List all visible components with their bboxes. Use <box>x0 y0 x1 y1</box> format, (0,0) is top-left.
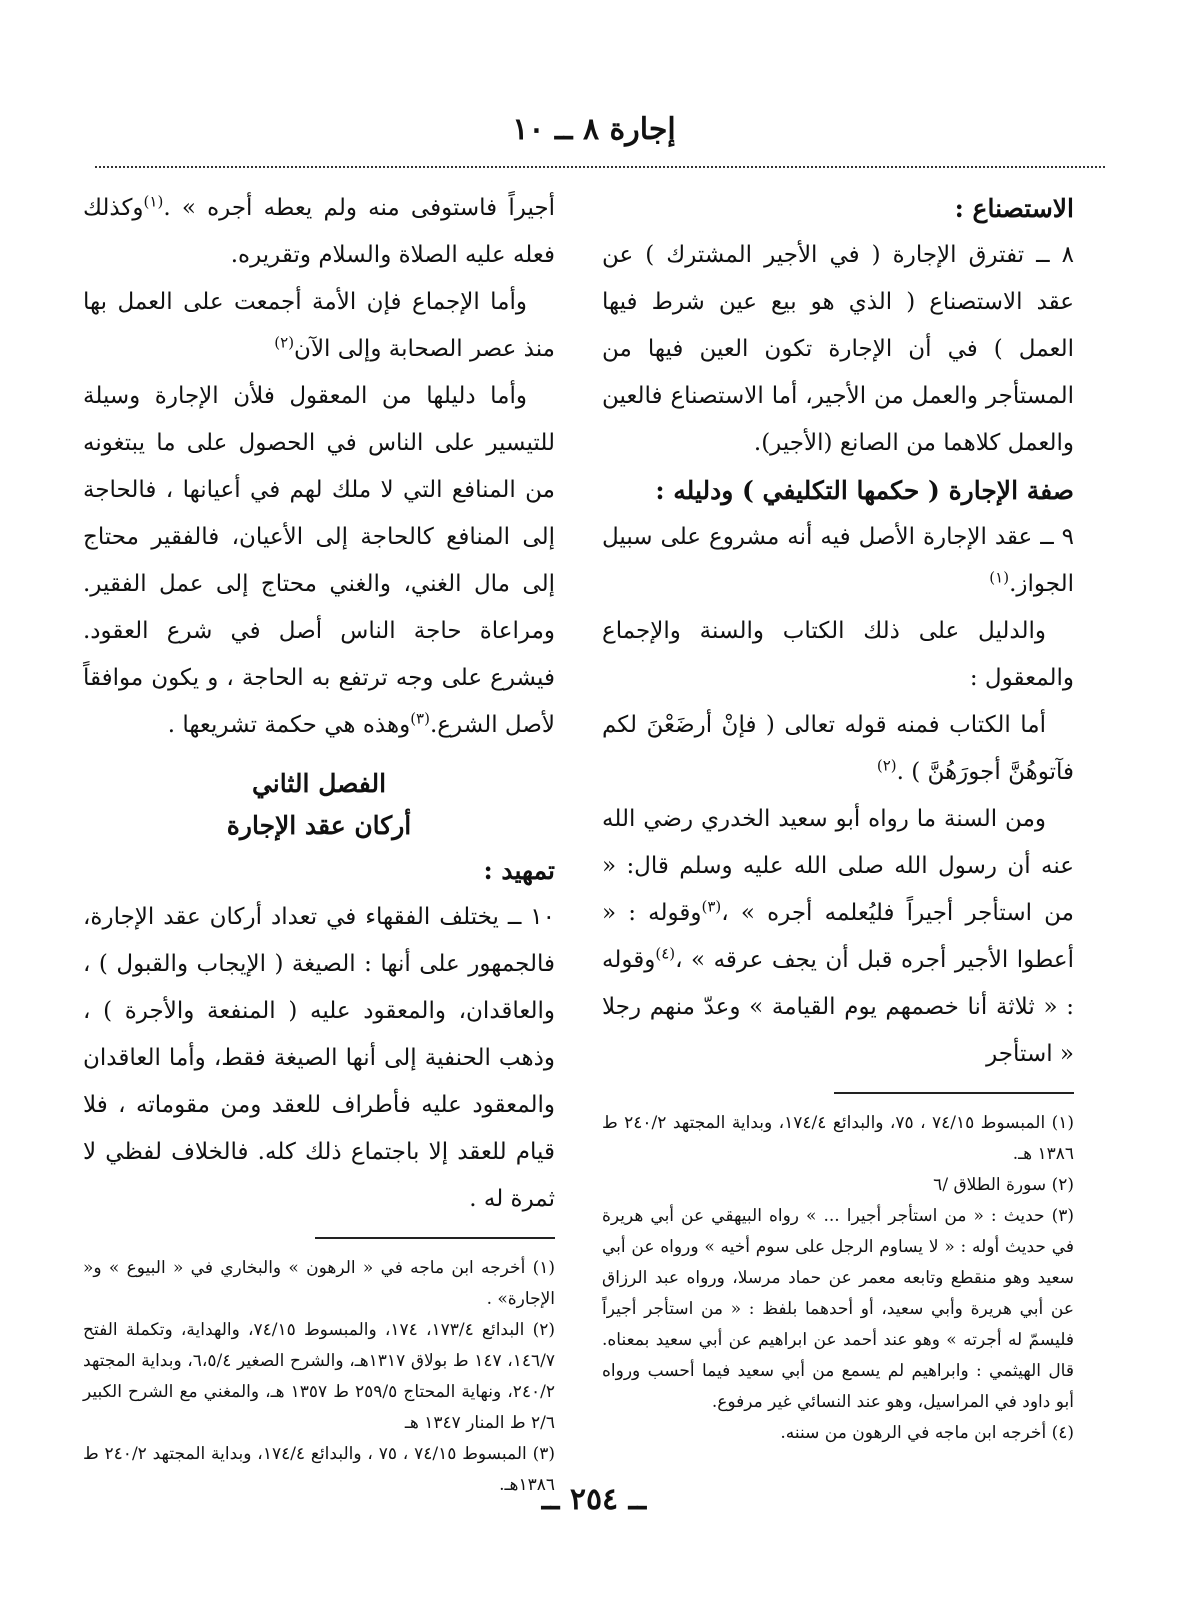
heading-ruling: صفة الإجارة ( حكمها التكليفي ) ودليله : <box>655 476 1074 505</box>
right-column <box>602 185 1074 1449</box>
footnote: (٣) المبسوط ٧٤/١٥ ، ٧٥ ، والبدائع ١٧٤/٤، وبداية المجتهد ٢٤٠/٢ ط ١٣٨٦هـ. <box>83 1444 555 1495</box>
paragraph-9: ٩ ــ عقد الإجارة الأصل فيه أنه مشروع على سبيل الجواز.$^{(١)}$ <box>602 524 1074 597</box>
footnote: (٣) حديث : « من استأجر أجيرا ... » رواه البيهقي عن أبي هريرة في حديث أوله : « لا يساوم الرجل على سوم أخيه » ورواه عن أبي سعيد وهو منقطع وتابعه معمر عن حماد مرسلا، ورواه عبد الرزاق عن أبي هريرة وأبي سعيد، أو أحدهما بلفظ : « من استأجر أجيراً فليسمّ له أجرته » وهو عند أحمد عن ابراهيم عن أبي سعيد بمعناه. قال الهيثمي : وابراهيم لم يسمع من أبي سعيد فيما أحسب ورواه أبو داود في المراسيل، وهو عند النسائي غير مرفوع. <box>602 1206 1074 1412</box>
heading-intro: تمهيد : <box>483 856 555 885</box>
footnote: (٢) البدائع ١٧٣/٤، ١٧٤، والمبسوط ٧٤/١٥، والهداية، وتكملة الفتح ١٤٦/٧، ١٤٧ ط بولاق ١٣١٧هـ، والشرح الصغير ٦،٥/٤، وبداية المجتهد ٢٤٠/٢، ونهاية المحتاج ٢٥٩/٥ ط ١٣٥٧ هـ، والمغني مع الشرح الكبير ٢/٦ ط المنار ١٣٤٧ هـ <box>83 1320 556 1433</box>
footnote-ref: (٢) <box>274 333 295 352</box>
footnote-ref: (١) <box>989 568 1010 587</box>
footnote-separator <box>834 1092 1074 1094</box>
paragraph-quran: أما الكتاب فمنه قوله تعالى ( فإنْ أرضَعْنَ لكم فآتوهُنَّ أجورَهُنَّ ) .$^{(٢)}$ <box>602 712 1074 785</box>
paragraph-10: ١٠ ــ يختلف الفقهاء في تعداد أركان عقد الإجارة، فالجمهور على أنها : الصيغة ( الإيجاب والقبول ) ، والعاقدان، والمعقود عليه ( المنفعة والأجرة ) ، وذهب الحنفية إلى أنها الصيغة فقط، وأما العاقدان والمعقود عليه فأطراف للعقد ومن مقوماته ، فلا قيام للعقد إلا باجتماع ذلك كله. فالخلاف لفظي لا ثمرة له . <box>83 904 555 1212</box>
footnote-ref: (١) <box>143 192 164 211</box>
paragraph-8: ٨ ــ تفترق الإجارة ( في الأجير المشترك ) عن عقد الاستصناع ( الذي هو بيع عين شرط فيها العمل ) في أن الإجارة تكون العين فيها من المستأجر والعمل من الأجير، أما الاستصناع فالعين والعمل كلاهما من الصانع (الأجير). <box>602 242 1074 456</box>
page-number: ــ ٢٥٤ ــ <box>541 1482 647 1517</box>
footnote-ref: (٤) <box>655 944 676 963</box>
paragraph-continuation: أجيراً فاستوفى منه ولم يعطه أجره » .$^{(١)}$وكذلك فعله عليه الصلاة والسلام وتقريره. <box>83 192 555 268</box>
footnote: (١) أخرجه ابن ماجه في « الرهون » والبخاري في « البيوع » و« الإجارة» . <box>83 1258 555 1309</box>
page-header: إجارة ٨ ــ ١٠ <box>512 112 676 147</box>
paragraph-evidence: والدليل على ذلك الكتاب والسنة والإجماع والمعقول : <box>602 618 1074 691</box>
header-divider <box>95 166 1105 168</box>
footnote: (١) المبسوط ٧٤/١٥ ، ٧٥، والبدائع ١٧٤/٤، وبداية المجتهد ٢٤٠/٢ ط ١٣٨٦ هـ. <box>602 1113 1074 1164</box>
left-footnotes <box>83 1253 555 1501</box>
footnote-ref: (٣) <box>410 709 430 728</box>
heading-istisna: الاستصناع : <box>954 194 1074 223</box>
footnote-ref: (٣) <box>701 897 722 916</box>
footnote: (٢) سورة الطلاق /٦ <box>933 1175 1074 1195</box>
footnote-separator <box>315 1237 555 1239</box>
paragraph-reason: وأما دليلها من المعقول فلأن الإجارة وسيلة للتيسير على الناس في الحصول على ما يبتغونه من المنافع التي لا ملك لهم في أعيانها ، فالحاجة إلى المنافع كالحاجة إلى الأعيان، فالفقير محتاج إلى مال الغني، والغني محتاج إلى عمل الفقير. ومراعاة حاجة الناس أصل في شرع العقود. فيشرع على وجه ترتفع به الحاجة ، و يكون موافقاً لأصل الشرع.$^{(٣)}$وهذه هي حكمة تشريعها . <box>83 383 555 738</box>
right-footnotes <box>602 1108 1074 1449</box>
footnote: (٤) أخرجه ابن ماجه في الرهون من سننه. <box>780 1423 1074 1443</box>
left-column <box>83 185 555 1501</box>
chapter-heading: الفصل الثاني <box>251 769 387 798</box>
footnote-ref: (٢) <box>876 756 897 775</box>
chapter-title: أركان عقد الإجارة <box>226 811 412 840</box>
paragraph-ijma: وأما الإجماع فإن الأمة أجمعت على العمل بها منذ عصر الصحابة وإلى الآن$^{(٢)}$ <box>83 289 555 362</box>
paragraph-sunnah: ومن السنة ما رواه أبو سعيد الخدري رضي الله عنه أن رسول الله صلى الله عليه وسلم قال: « من استأجر أجيراً فليُعلمه أجره » ،$^{(٣)}$وقوله : « أعطوا الأجير أجره قبل أن يجف عرقه » ،$^{(٤)}$وقوله : « ثلاثة أنا خصمهم يوم القيامة » وعدّ منهم رجلا « استأجر <box>602 806 1074 1067</box>
